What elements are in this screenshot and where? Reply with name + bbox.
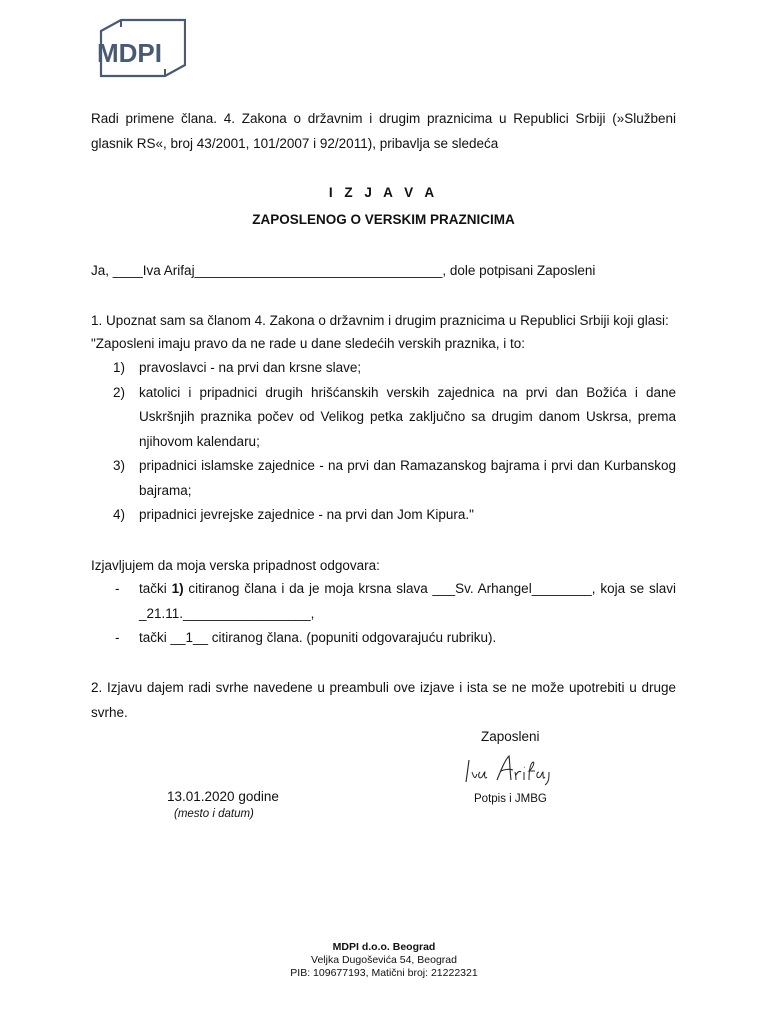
- document-subtitle: ZAPOSLENOG O VERSKIM PRAZNICIMA: [252, 212, 515, 227]
- footer-company: MDPI d.o.o. Beograd: [332, 941, 436, 953]
- list-item-number: 3): [113, 458, 126, 473]
- affiliation-text: citiranog člana i da je moja krsna slava ___Sv. Arhangel________, koja se slavi _21.11._________________,: [139, 581, 676, 621]
- handwritten-signature: [463, 750, 553, 786]
- preamble-text: Radi primene člana. 4. Zakona o državnim i drugim praznicima u Republici Srbiji (»Službeni glasnik RS«, broj 43/2001, 101/2007 i 92/2011), pribavlja se sledeća: [91, 111, 676, 151]
- religious-holidays-list: [91, 356, 676, 528]
- affiliation-list: [91, 577, 676, 651]
- footer-ids: PIB: 109677193, Matični broj: 21222321: [290, 967, 478, 979]
- list-item-number: 1): [113, 360, 126, 375]
- list-item-text: pripadnici islamske zajednice - na prvi dan Ramazanskog bajrama i prvi dan Kurbanskog bajrama;: [139, 458, 676, 498]
- section1-quote: "Zaposleni imaju pravo da ne rade u dane sledećih verskih praznika, i to:: [91, 336, 526, 351]
- footer: [0, 941, 768, 980]
- list-item-text: pripadnici jevrejske zajednice - na prvi dan Jom Kipura.": [139, 507, 474, 522]
- section2-text: 2. Izjavu dajem radi svrhe navedene u preambuli ove izjave i ista se ne može upotrebiti u druge svrhe.: [91, 680, 676, 720]
- mdpi-logo: [91, 17, 186, 79]
- list-item-text: katolici i pripadnici drugih hrišćanskih verskih zajednica na prvi dan Božića i dane Uskršnjih praznika počev od Velikog petka zaključno sa drugim danom Uskrsa, prema njihovom kalendaru;: [139, 384, 676, 449]
- affiliation-prefix: tački: [139, 581, 172, 596]
- dash-marker: -: [115, 581, 120, 596]
- svg-text:MDPI: MDPI: [97, 38, 162, 68]
- list-item-text: pravoslavci - na prvi dan krsne slave;: [139, 360, 362, 375]
- date-value: 13.01.2020 godine: [167, 789, 279, 804]
- list-item-number: 4): [113, 507, 126, 522]
- section1-intro: 1. Upoznat sam sa članom 4. Zakona o državnim i drugim praznicima u Republici Srbiji koji glasi:: [91, 313, 669, 328]
- declarant-line: Ja, ____Iva Arifaj_________________________________, dole potpisani Zaposleni: [91, 263, 596, 278]
- list-item: [91, 356, 676, 381]
- signature-caption: Potpis i JMBG: [474, 793, 547, 805]
- list-item: [91, 454, 676, 503]
- footer-address: Veljka Dugoševića 54, Beograd: [311, 954, 457, 966]
- dash-marker: -: [115, 630, 120, 645]
- list-item-number: 2): [113, 384, 126, 400]
- list-item: [91, 626, 676, 651]
- list-item: [91, 381, 676, 455]
- affiliation-point: 1): [171, 581, 184, 596]
- document-title: I Z J A V A: [328, 185, 439, 200]
- employee-label: Zaposleni: [481, 729, 540, 744]
- date-caption: (mesto i datum): [174, 808, 254, 820]
- affiliation-text: tački __1__ citiranog člana. (popuniti odgovarajuću rubriku).: [139, 630, 497, 645]
- list-item: [91, 577, 676, 626]
- list-item: [91, 503, 676, 528]
- affiliation-intro: Izjavljujem da moja verska pripadnost odgovara:: [91, 558, 380, 573]
